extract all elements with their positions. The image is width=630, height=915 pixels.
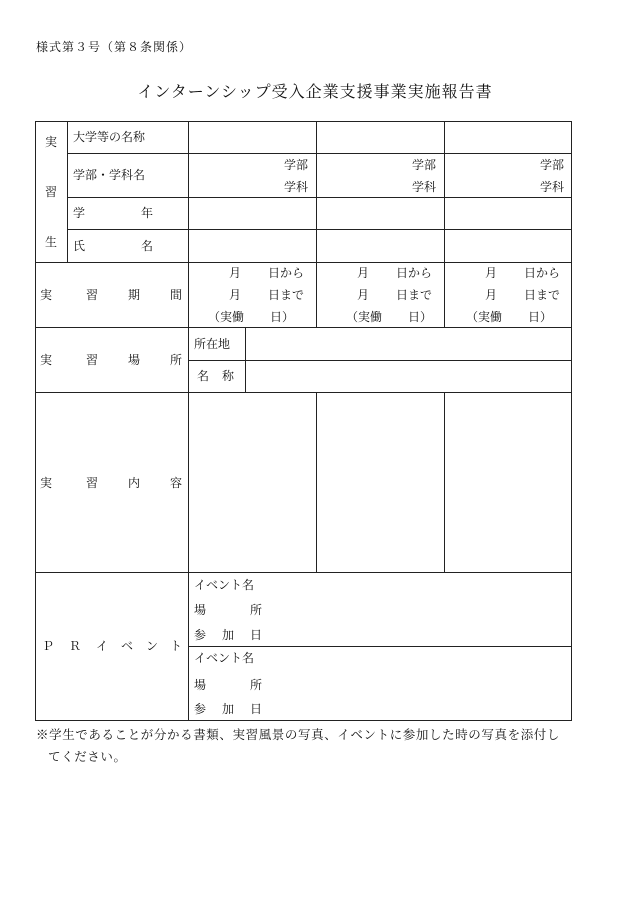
student-group-char-1: 実 — [45, 135, 58, 149]
period-from-day-col-1: 日から — [268, 266, 305, 280]
period-label-char-2: 習 — [86, 288, 99, 302]
event-1-date-label-char-2: 加 — [222, 628, 235, 642]
content-label-char-4: 容 — [170, 476, 183, 490]
event-2-date-label-char-2: 加 — [222, 702, 235, 716]
period-work-close-col-1: 日） — [270, 310, 295, 324]
event-1-place-label-char-1: 場 — [194, 603, 207, 617]
year-label-char-2: 年 — [141, 206, 154, 220]
attachment-note — [36, 724, 596, 768]
pr-event-label-char-1: Ｐ — [42, 639, 55, 653]
period-to-day-col-2: 日まで — [396, 288, 433, 302]
student-group-char-3: 生 — [45, 235, 58, 249]
student-group-char-2: 習 — [45, 185, 58, 199]
faculty-department-label: 学部・学科名 — [73, 168, 146, 182]
period-to-month-col-3: 月 — [485, 288, 498, 302]
department-unit-col-3: 学科 — [539, 180, 564, 194]
location-label-char-2: 習 — [86, 353, 99, 367]
event-2-date-label-char-1: 参 — [194, 702, 207, 716]
pr-event-label-char-3: イ — [96, 639, 109, 653]
event-2-name-label: イベント名 — [194, 651, 255, 665]
period-from-day-col-2: 日から — [396, 266, 433, 280]
period-from-month-col-2: 月 — [357, 266, 370, 280]
school-name-label: 大学等の名称 — [73, 130, 146, 144]
location-label-char-1: 実 — [40, 353, 53, 367]
department-unit-col-1: 学科 — [283, 180, 308, 194]
period-work-open-col-2: （実働 — [346, 310, 383, 324]
event-1-date-label-char-3: 日 — [250, 628, 263, 642]
year-label-char-1: 学 — [73, 206, 86, 220]
location-label-char-4: 所 — [170, 353, 183, 367]
period-work-open-col-1: （実働 — [208, 310, 245, 324]
faculty-unit-col-1: 学部 — [283, 158, 308, 172]
location-label-char-3: 場 — [128, 353, 141, 367]
form-number: 様式第３号（第８条関係） — [36, 40, 193, 54]
event-1-date-label-char-1: 参 — [194, 628, 207, 642]
pr-event-label-char-6: ト — [170, 639, 183, 653]
event-2-date-label-char-3: 日 — [250, 702, 263, 716]
content-label-char-2: 習 — [86, 476, 99, 490]
content-label-char-1: 実 — [40, 476, 53, 490]
period-label-char-4: 間 — [170, 288, 183, 302]
period-to-day-col-1: 日まで — [268, 288, 305, 302]
period-from-month-col-1: 月 — [229, 266, 242, 280]
faculty-unit-col-3: 学部 — [539, 158, 564, 172]
table-outer-border — [36, 122, 572, 721]
period-label-char-3: 期 — [128, 288, 141, 302]
event-1-name-label: イベント名 — [194, 578, 255, 592]
content-label-char-3: 内 — [128, 476, 141, 490]
faculty-unit-col-2: 学部 — [411, 158, 436, 172]
period-from-day-col-3: 日から — [524, 266, 561, 280]
period-work-close-col-3: 日） — [528, 310, 553, 324]
period-work-close-col-2: 日） — [408, 310, 433, 324]
period-from-month-col-3: 月 — [485, 266, 498, 280]
attachment-note-line-1: ※学生であることが分かる書類、実習風景の写真、イベントに参加した時の写真を添付し — [36, 727, 561, 742]
name-label-char-2: 名 — [141, 239, 154, 253]
pr-event-label-char-4: ベ — [121, 639, 134, 653]
place-name-label-char-1: 名 — [197, 369, 210, 383]
name-label-char-1: 氏 — [73, 239, 86, 253]
period-label-char-1: 実 — [40, 288, 53, 302]
place-name-label-char-2: 称 — [222, 369, 235, 383]
period-to-day-col-3: 日まで — [524, 288, 561, 302]
period-to-month-col-1: 月 — [229, 288, 242, 302]
event-1-place-label-char-2: 所 — [250, 603, 263, 617]
period-work-open-col-3: （実働 — [466, 310, 503, 324]
address-label: 所在地 — [194, 337, 231, 351]
period-to-month-col-2: 月 — [357, 288, 370, 302]
event-2-place-label-char-1: 場 — [194, 678, 207, 692]
department-unit-col-2: 学科 — [411, 180, 436, 194]
attachment-note-line-2: てください。 — [48, 749, 127, 764]
pr-event-label-char-5: ン — [146, 639, 159, 653]
page-title: インターンシップ受入企業支援事業実施報告書 — [137, 82, 493, 101]
pr-event-label-char-2: Ｒ — [69, 639, 82, 653]
event-2-place-label-char-2: 所 — [250, 678, 263, 692]
